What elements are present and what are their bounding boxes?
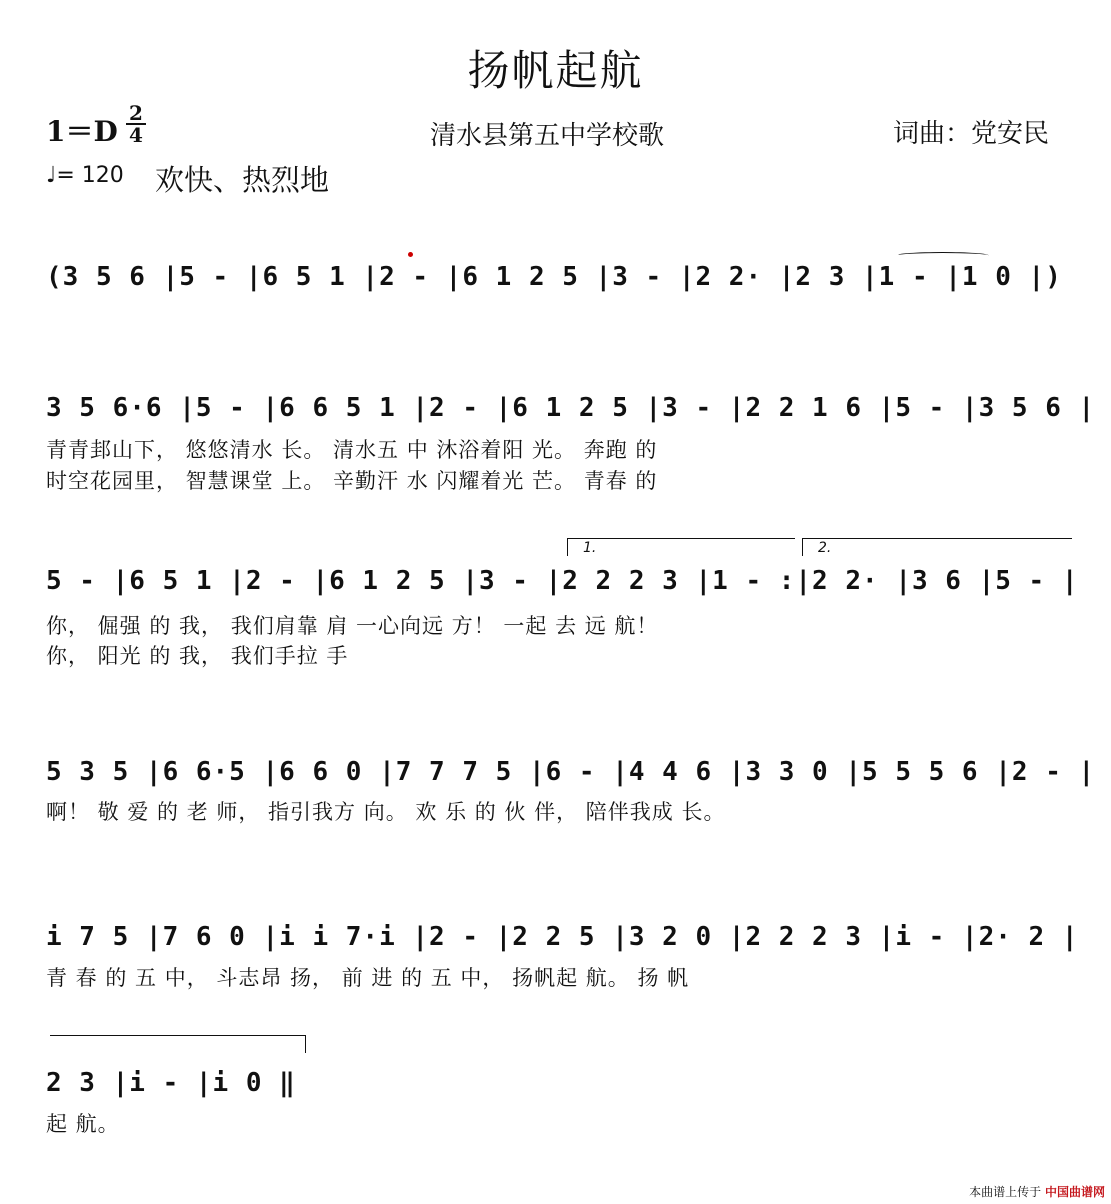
footer-prefix: 本曲谱上传于 [969, 1185, 1042, 1199]
volta-2-label: 2. [818, 540, 832, 556]
volta-1-label: 1. [583, 540, 597, 556]
footer-brand[interactable]: 中国曲谱网 [1044, 1185, 1105, 1199]
lyric-row-2-verse-2: 时空花园里， 智慧课堂 上。 辛勤汗 水 闪耀着光 芒。 青春 的 [46, 469, 658, 493]
lyric-row-6: 起 航。 [46, 1112, 120, 1136]
notation-row-5: i 7 5 |7 6 0 |i i 7·i |2 - |2 2 5 |3 2 0 |2 2 2 3 |i - |2· 2 | [46, 922, 1079, 952]
volta-2-bracket [802, 538, 803, 556]
lyric-row-3-verse-2: 你， 阳光 的 我， 我们手拉 手 [46, 644, 349, 668]
volta-2-line [802, 538, 1072, 539]
notation-row-2: 3 5 6·6 |5 - |6 6 5 1 |2 - |6 1 2 5 |3 - |2 2 1 6 |5 - |3 5 6 | [46, 393, 1096, 423]
composer-credit: 词曲：党安民 [893, 119, 1050, 149]
tie-arc [896, 252, 989, 259]
lyric-row-3-verse-1: 你， 倔强 的 我， 我们肩靠 肩 一心向远 方！ 一起 去 远 航！ [46, 614, 659, 638]
notation-row-1: (3 5 6 |5 - |6 5 1 |2 - |6 1 2 5 |3 - |2 2· |2 3 |1 - |1 0 |) [46, 262, 1062, 292]
volta-1-bracket [567, 538, 568, 556]
time-signature [126, 101, 146, 147]
tempo-marking: ♩= 120 [46, 163, 124, 188]
notation-row-4: 5 3 5 |6 6·5 |6 6 0 |7 7 7 5 |6 - |4 4 6 |3 3 0 |5 5 5 6 |2 - | [46, 757, 1096, 787]
volta-1-line [567, 538, 795, 539]
red-dot-icon [408, 252, 413, 257]
song-subtitle: 清水县第五中学校歌 [430, 121, 665, 151]
time-sig-bottom: 4 [129, 123, 143, 147]
notation-row-3: 5 - |6 5 1 |2 - |6 1 2 5 |3 - |2 2 2 3 |1 - :|2 2· |3 6 |5 - | [46, 566, 1079, 596]
notation-row-6: 2 3 |i - |i 0 ‖ [46, 1068, 296, 1098]
key-signature [46, 101, 143, 150]
time-sig-top: 2 [129, 101, 143, 125]
volta-final-bracket [305, 1035, 306, 1053]
volta-final-line [50, 1035, 305, 1036]
footer-credit [969, 1183, 1105, 1200]
expression-marking: 欢快、热烈地 [155, 163, 330, 197]
lyric-row-5: 青 春 的 五 中， 斗志昂 扬， 前 进 的 五 中， 扬帆起 航。 扬 帆 [46, 966, 690, 990]
lyric-row-2-verse-1: 青青邽山下， 悠悠清水 长。 清水五 中 沐浴着阳 光。 奔跑 的 [46, 438, 658, 462]
lyric-row-4: 啊！ 敬 爱 的 老 师， 指引我方 向。 欢 乐 的 伙 伴， 陪伴我成 长。 [46, 800, 726, 824]
key-label: 1＝D [46, 115, 118, 148]
song-title: 扬帆起航 [467, 46, 644, 95]
